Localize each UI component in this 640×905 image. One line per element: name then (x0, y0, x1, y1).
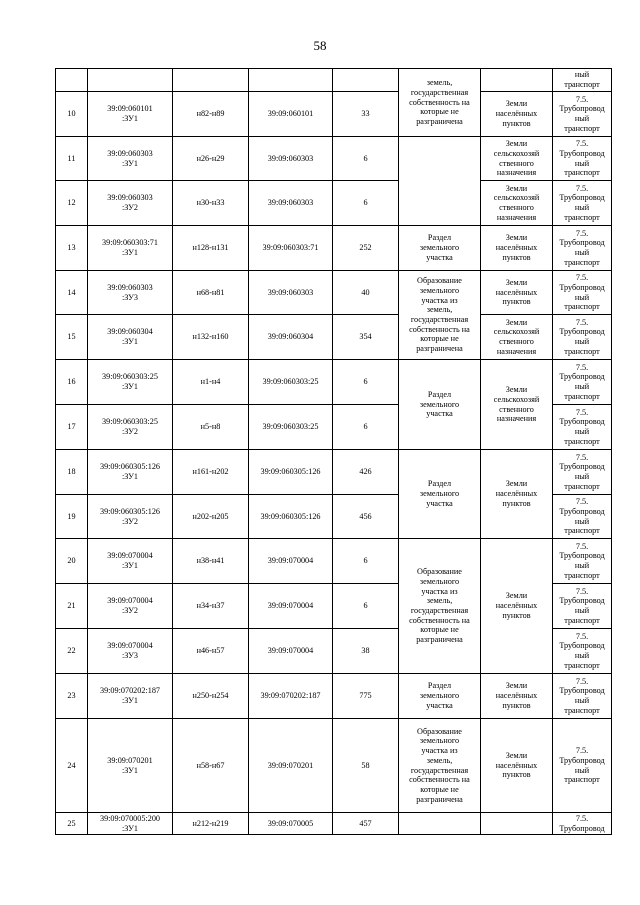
land-category: Земли населённых пунктов (481, 226, 553, 271)
source-parcel: 39:09:060303:25 (249, 405, 333, 450)
cadastral-id: 39:09:060303 :ЗУ2 (88, 181, 173, 226)
source-parcel: 39:09:060304 (249, 315, 333, 360)
point-range: н202-н205 (173, 495, 249, 539)
land-category: Земли населённых пунктов (481, 92, 553, 137)
land-category: Земли сельскохозяй ственного назначения (481, 315, 553, 360)
area-value: 6 (333, 360, 399, 405)
point-range: н68-н81 (173, 271, 249, 315)
permitted-use: 7.5. Трубопровод ный транспорт (553, 226, 612, 271)
row-number: 13 (56, 226, 88, 271)
point-range: н128-н131 (173, 226, 249, 271)
cadastral-id: 39:09:070201 :ЗУ1 (88, 719, 173, 813)
row-number: 17 (56, 405, 88, 450)
area-value: 6 (333, 584, 399, 629)
row-number: 11 (56, 137, 88, 181)
cadastral-id: 39:09:060304 :ЗУ1 (88, 315, 173, 360)
source-parcel: 39:09:060101 (249, 92, 333, 137)
permitted-use: 7.5. Трубопровод (553, 813, 612, 835)
area-value: 354 (333, 315, 399, 360)
cadastral-id (88, 69, 173, 92)
permitted-use: 7.5. Трубопровод ный транспорт (553, 315, 612, 360)
table-row (56, 813, 612, 835)
land-category: Земли населённых пунктов (481, 539, 553, 674)
row-number: 21 (56, 584, 88, 629)
source-parcel: 39:09:070004 (249, 584, 333, 629)
point-range: н34-н37 (173, 584, 249, 629)
table-row (56, 719, 612, 813)
formation-method: Образование земельного участка из земель, государственная собственность на которые не разграничена (399, 539, 481, 674)
land-category (481, 813, 553, 835)
row-number: 12 (56, 181, 88, 226)
area-value: 6 (333, 405, 399, 450)
land-category (481, 69, 553, 92)
row-number: 16 (56, 360, 88, 405)
point-range: н82-н89 (173, 92, 249, 137)
cadastral-id: 39:09:060101 :ЗУ1 (88, 92, 173, 137)
permitted-use: 7.5. Трубопровод ный транспорт (553, 450, 612, 495)
land-category: Земли населённых пунктов (481, 271, 553, 315)
formation-method: Образование земельного участка из земель, государственная собственность на которые не разграничена (399, 271, 481, 360)
permitted-use: 7.5. Трубопровод ный транспорт (553, 360, 612, 405)
row-number: 10 (56, 92, 88, 137)
point-range: н250-н254 (173, 674, 249, 719)
formation-method: Раздел земельного участка (399, 450, 481, 539)
source-parcel: 39:09:070004 (249, 629, 333, 674)
source-parcel: 39:09:060303 (249, 181, 333, 226)
point-range: н212-н219 (173, 813, 249, 835)
table-row (56, 271, 612, 315)
source-parcel: 39:09:070202:187 (249, 674, 333, 719)
table-row (56, 181, 612, 226)
land-category: Земли сельскохозяй ственного назначения (481, 181, 553, 226)
point-range: н26-н29 (173, 137, 249, 181)
table-row (56, 92, 612, 137)
cadastral-id: 39:09:060303 :ЗУ3 (88, 271, 173, 315)
table-row (56, 137, 612, 181)
area-value: 58 (333, 719, 399, 813)
source-parcel: 39:09:070004 (249, 539, 333, 584)
permitted-use: 7.5. Трубопровод ный транспорт (553, 674, 612, 719)
table-row (56, 539, 612, 584)
land-category: Земли сельскохозяй ственного назначения (481, 137, 553, 181)
source-parcel: 39:09:070005 (249, 813, 333, 835)
land-category: Земли населённых пунктов (481, 450, 553, 539)
area-value: 457 (333, 813, 399, 835)
cadastral-id: 39:09:070202:187 :ЗУ1 (88, 674, 173, 719)
area-value: 426 (333, 450, 399, 495)
point-range: н5-н8 (173, 405, 249, 450)
page-number: 58 (313, 38, 327, 53)
table-row (56, 674, 612, 719)
table-row (56, 450, 612, 495)
point-range: н161-н202 (173, 450, 249, 495)
source-parcel: 39:09:060305:126 (249, 495, 333, 539)
source-parcel: 39:09:060303:25 (249, 360, 333, 405)
formation-method: Раздел земельного участка (399, 360, 481, 450)
area-value (333, 69, 399, 92)
permitted-use: 7.5. Трубопровод ный транспорт (553, 271, 612, 315)
source-parcel: 39:09:060305:126 (249, 450, 333, 495)
area-value: 33 (333, 92, 399, 137)
permitted-use: 7.5. Трубопровод ный транспорт (553, 629, 612, 674)
permitted-use: 7.5. Трубопровод ный транспорт (553, 405, 612, 450)
cadastral-id: 39:09:060303 :ЗУ1 (88, 137, 173, 181)
table-row (56, 315, 612, 360)
row-number: 25 (56, 813, 88, 835)
area-value: 38 (333, 629, 399, 674)
source-parcel: 39:09:060303 (249, 137, 333, 181)
formation-method: Раздел земельного участка (399, 674, 481, 719)
row-number: 24 (56, 719, 88, 813)
area-value: 6 (333, 181, 399, 226)
row-number (56, 69, 88, 92)
permitted-use: 7.5. Трубопровод ный транспорт (553, 92, 612, 137)
permitted-use: 7.5. Трубопровод ный транспорт (553, 584, 612, 629)
formation-method: земель, государственная собственность на которые не разграничена (399, 69, 481, 137)
permitted-use: 7.5. Трубопровод ный транспорт (553, 137, 612, 181)
area-value: 775 (333, 674, 399, 719)
point-range: н58-н67 (173, 719, 249, 813)
row-number: 22 (56, 629, 88, 674)
point-range: н30-н33 (173, 181, 249, 226)
point-range (173, 69, 249, 92)
table-row (56, 360, 612, 405)
source-parcel (249, 69, 333, 92)
source-parcel: 39:09:070201 (249, 719, 333, 813)
formation-method: Раздел земельного участка (399, 226, 481, 271)
row-number: 18 (56, 450, 88, 495)
area-value: 40 (333, 271, 399, 315)
land-plot-table (55, 68, 612, 835)
permitted-use: 7.5. Трубопровод ный транспорт (553, 539, 612, 584)
cadastral-id: 39:09:070004 :ЗУ1 (88, 539, 173, 584)
cadastral-id: 39:09:060303:71 :ЗУ1 (88, 226, 173, 271)
land-category: Земли населённых пунктов (481, 674, 553, 719)
cadastral-id: 39:09:060305:126 :ЗУ2 (88, 495, 173, 539)
cadastral-id: 39:09:060305:126 :ЗУ1 (88, 450, 173, 495)
point-range: н46-н57 (173, 629, 249, 674)
cadastral-id: 39:09:070004 :ЗУ3 (88, 629, 173, 674)
area-value: 252 (333, 226, 399, 271)
row-number: 15 (56, 315, 88, 360)
land-category: Земли сельскохозяй ственного назначения (481, 360, 553, 450)
formation-method: Образование земельного участка из земель, государственная собственность на которые не разграничена (399, 719, 481, 813)
formation-method (399, 137, 481, 226)
area-value: 6 (333, 539, 399, 584)
area-value: 6 (333, 137, 399, 181)
cadastral-id: 39:09:070005:200 :ЗУ1 (88, 813, 173, 835)
point-range: н38-н41 (173, 539, 249, 584)
land-category: Земли населённых пунктов (481, 719, 553, 813)
row-number: 19 (56, 495, 88, 539)
area-value: 456 (333, 495, 399, 539)
point-range: н132-н160 (173, 315, 249, 360)
cadastral-id: 39:09:070004 :ЗУ2 (88, 584, 173, 629)
permitted-use: 7.5. Трубопровод ный транспорт (553, 495, 612, 539)
source-parcel: 39:09:060303 (249, 271, 333, 315)
formation-method (399, 813, 481, 835)
row-number: 14 (56, 271, 88, 315)
cadastral-id: 39:09:060303:25 :ЗУ2 (88, 405, 173, 450)
cadastral-id: 39:09:060303:25 :ЗУ1 (88, 360, 173, 405)
permitted-use: 7.5. Трубопровод ный транспорт (553, 719, 612, 813)
table-row (56, 226, 612, 271)
permitted-use: 7.5. Трубопровод ный транспорт (553, 181, 612, 226)
table-row (56, 69, 612, 92)
row-number: 23 (56, 674, 88, 719)
row-number: 20 (56, 539, 88, 584)
source-parcel: 39:09:060303:71 (249, 226, 333, 271)
permitted-use: ный транспорт (553, 69, 612, 92)
point-range: н1-н4 (173, 360, 249, 405)
